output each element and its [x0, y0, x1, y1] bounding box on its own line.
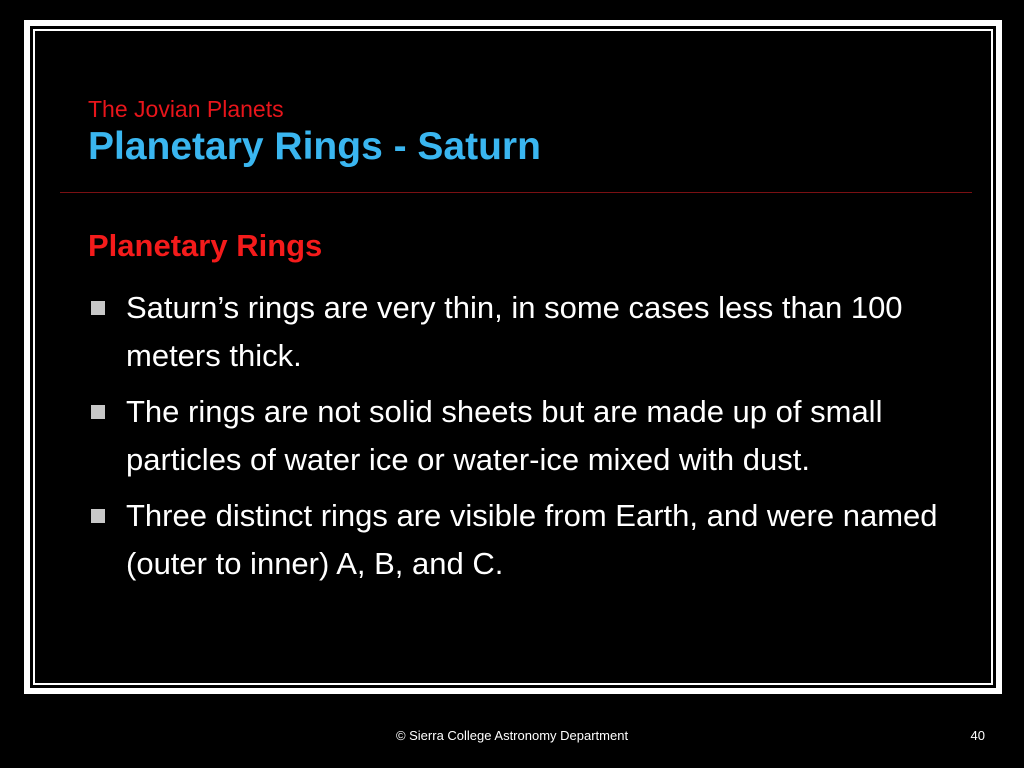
square-bullet-icon	[91, 405, 105, 419]
slide-title: Planetary Rings - Saturn	[88, 125, 541, 168]
page-number: 40	[970, 728, 985, 743]
title-divider	[60, 192, 972, 193]
bullet-text: Three distinct rings are visible from Earth, and were named (outer to inner) A, B, and C.	[126, 498, 938, 582]
bullet-list	[88, 284, 948, 596]
section-heading: Planetary Rings	[88, 228, 323, 263]
bullet-text: The rings are not solid sheets but are made up of small particles of water ice or water-ice mixed with dust.	[126, 394, 883, 478]
bullet-item	[88, 388, 948, 484]
bullet-item	[88, 284, 948, 380]
bullet-text: Saturn’s rings are very thin, in some cases less than 100 meters thick.	[126, 290, 903, 374]
slide-supertitle: The Jovian Planets	[88, 96, 284, 122]
footer-copyright: © Sierra College Astronomy Department	[395, 728, 629, 743]
square-bullet-icon	[91, 301, 105, 315]
bullet-item	[88, 492, 948, 588]
square-bullet-icon	[91, 509, 105, 523]
